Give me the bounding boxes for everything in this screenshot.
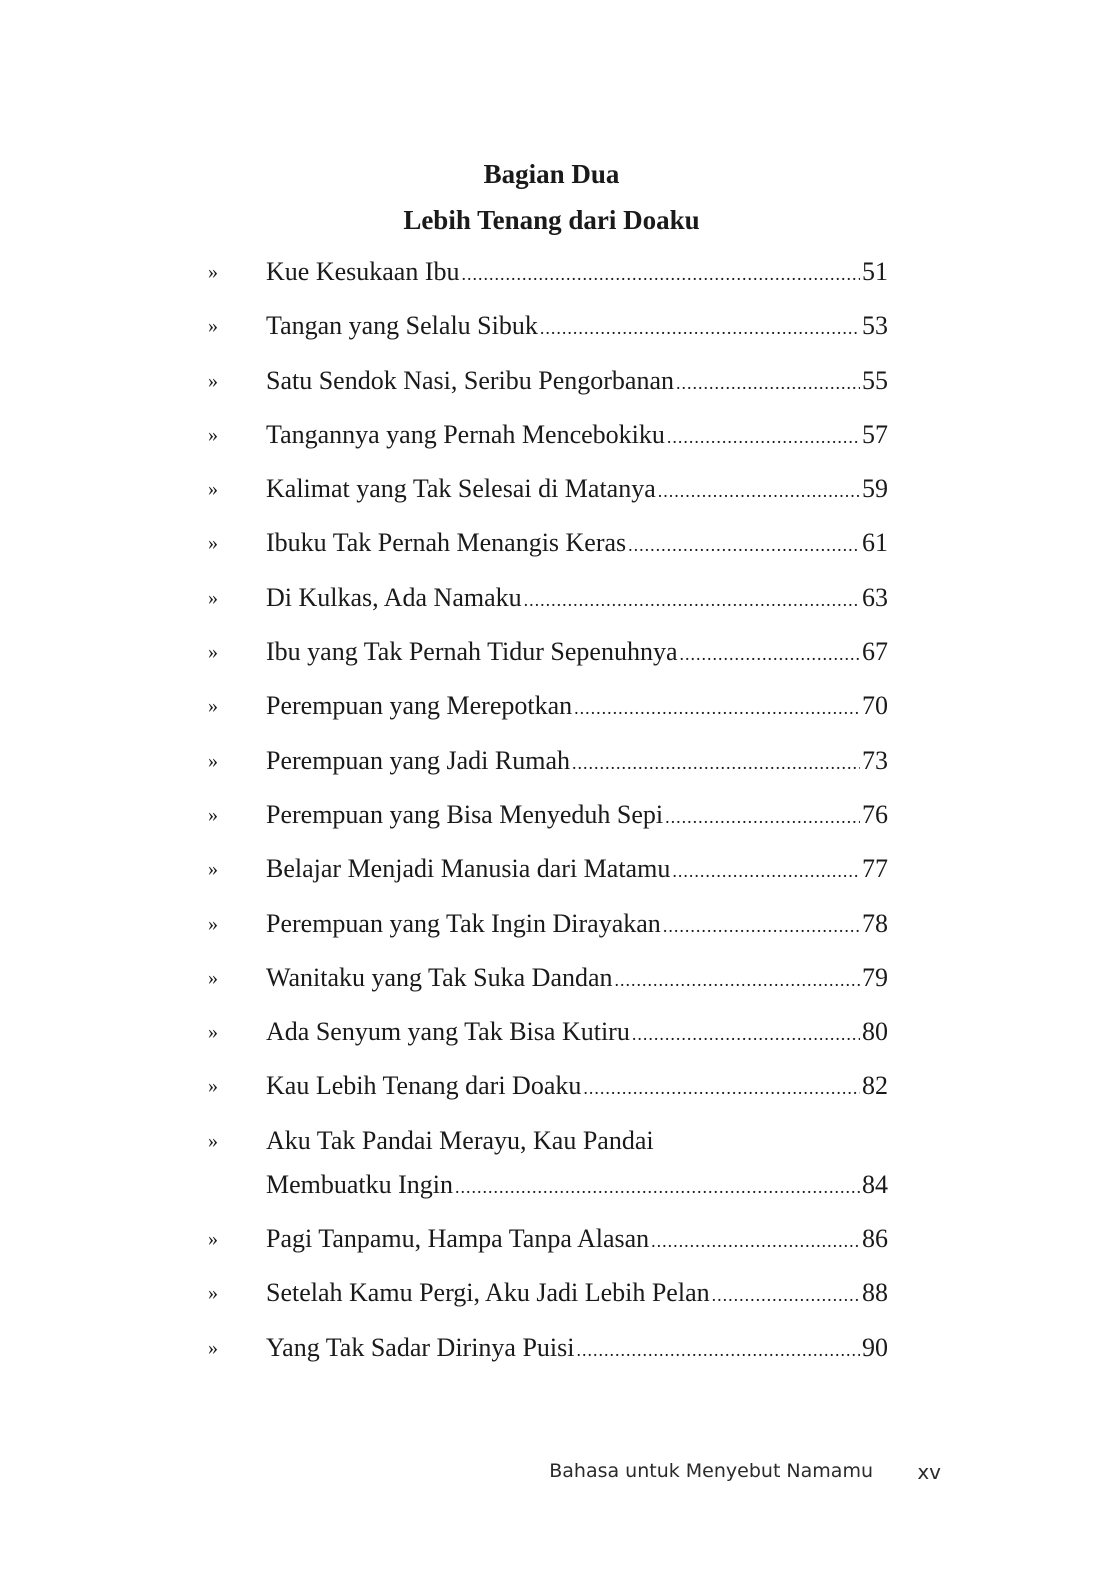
toc-entry-page: 86 (862, 1224, 888, 1254)
toc-entry-title: Kau Lebih Tenang dari Doaku (266, 1071, 582, 1101)
toc-entry[interactable] (208, 630, 888, 676)
dot-leader (680, 632, 861, 676)
toc-entry-title: Tangannya yang Pernah Mencebokiku (266, 419, 665, 449)
toc-entry-body (266, 304, 888, 350)
toc-entry-body (266, 684, 888, 730)
part-label: Bagian Dua (483, 159, 620, 189)
toc-entry-title: Di Kulkas, Ada Namaku (266, 582, 522, 612)
bullet-marker-icon: » (208, 1282, 218, 1305)
toc-entry[interactable] (208, 359, 888, 405)
dot-leader (462, 252, 861, 296)
toc-entry[interactable] (208, 1217, 888, 1263)
bullet-marker-icon: » (208, 749, 218, 772)
toc-entry-page: 67 (862, 637, 888, 667)
toc-entry-page: 51 (862, 257, 888, 286)
section-heading (0, 154, 1103, 240)
toc-entry-body (266, 1010, 888, 1056)
dot-leader (455, 1165, 860, 1209)
toc-entry[interactable] (208, 1326, 888, 1372)
dot-leader (712, 1273, 860, 1317)
toc-entry-body (266, 413, 888, 459)
toc-entry-line (266, 902, 888, 948)
toc-entry[interactable] (208, 684, 888, 730)
part-title: Lebih Tenang dari Doaku (403, 205, 700, 235)
toc-entry-body (266, 576, 888, 622)
toc-entry-page: 80 (862, 1017, 888, 1047)
bullet-marker-icon: » (208, 1228, 218, 1251)
toc-entry-title: Perempuan yang Merepotkan (266, 691, 573, 721)
toc-entry-line (266, 576, 888, 622)
toc-entry[interactable] (208, 413, 888, 459)
bullet-marker-icon: » (208, 912, 218, 935)
page-footer (0, 1460, 1103, 1490)
toc-entry-title-line1: Aku Tak Pandai Merayu, Kau Pandai (266, 1125, 654, 1155)
toc-entry[interactable] (208, 739, 888, 785)
toc-entry-line (266, 1163, 888, 1209)
dot-leader (524, 578, 860, 622)
toc-entry-line (266, 847, 888, 893)
toc-entry[interactable] (208, 304, 888, 350)
dot-leader (658, 469, 860, 513)
toc-entry[interactable] (208, 847, 888, 893)
toc-entry-line (266, 684, 888, 730)
toc-entry-body (266, 1217, 888, 1263)
bullet-marker-icon: » (208, 858, 218, 881)
bullet-marker-icon: » (208, 532, 218, 555)
toc-entry-page: 79 (862, 962, 888, 992)
dot-leader (676, 361, 860, 405)
toc-entry-line (266, 250, 888, 296)
toc-entry-line (266, 521, 888, 567)
toc-entry-line (266, 1217, 888, 1263)
toc-entry-line (266, 793, 888, 839)
toc-entry-title: Perempuan yang Bisa Menyeduh Sepi (266, 799, 664, 829)
toc-entry[interactable] (208, 1271, 888, 1317)
bullet-marker-icon: » (208, 586, 218, 609)
toc-entry-page: 59 (862, 474, 888, 504)
toc-entry-line (266, 359, 888, 405)
toc-entry-page: 53 (862, 311, 888, 341)
toc-entry[interactable] (208, 956, 888, 1002)
toc-entry-title: Satu Sendok Nasi, Seribu Pengorbanan (266, 365, 675, 395)
toc-entry-page: 77 (862, 854, 888, 884)
toc-entry-title: Perempuan yang Tak Ingin Dirayakan (266, 908, 661, 938)
toc-entry-body (266, 793, 888, 839)
toc-entry-title: Kue Kesukaan Ibu (266, 257, 460, 286)
toc-entry-page: 57 (862, 419, 888, 449)
dot-leader (632, 1012, 860, 1056)
bullet-marker-icon: » (208, 695, 218, 718)
toc-entry-title: Kalimat yang Tak Selesai di Matanya (266, 474, 656, 504)
toc-entry-body (266, 956, 888, 1002)
toc-entry-body (266, 847, 888, 893)
page-number: xv (917, 1460, 941, 1484)
toc-entry-page: 90 (862, 1332, 888, 1362)
bullet-marker-icon: » (208, 315, 218, 338)
bullet-marker-icon: » (208, 261, 218, 283)
dot-leader (583, 1066, 860, 1110)
toc-entry-line (266, 1064, 888, 1110)
toc-entry-page: 88 (862, 1278, 888, 1308)
dot-leader (667, 415, 860, 459)
toc-entry-body (266, 1326, 888, 1372)
toc-entry-title: Ibuku Tak Pernah Menangis Keras (266, 528, 627, 558)
dot-leader (615, 958, 860, 1002)
toc-entry[interactable] (208, 1119, 888, 1209)
toc-entry-page: 70 (862, 691, 888, 721)
toc-entry-line (266, 1326, 888, 1372)
toc-entry-body (266, 521, 888, 567)
toc-entry-body (266, 630, 888, 676)
toc-entry-line (266, 1271, 888, 1317)
toc-entry-title: Ada Senyum yang Tak Bisa Kutiru (266, 1017, 630, 1047)
toc-entry-body (266, 1271, 888, 1317)
toc-entry-line (266, 304, 888, 350)
toc-entry-page: 61 (862, 528, 888, 558)
toc-entry-body (266, 1119, 888, 1209)
toc-entry[interactable] (208, 1010, 888, 1056)
bullet-marker-icon: » (208, 1021, 218, 1044)
toc-entry-title: Ibu yang Tak Pernah Tidur Sepenuhnya (266, 637, 678, 667)
dot-leader (672, 849, 860, 893)
bullet-marker-icon: » (208, 641, 218, 664)
toc-entry-line (266, 413, 888, 459)
toc-entry-page: 76 (862, 799, 888, 829)
dot-leader (574, 686, 860, 730)
toc-entry-body (266, 739, 888, 785)
toc-entry-title: Membuatku Ingin (266, 1169, 454, 1199)
toc-entry-page: 78 (862, 908, 888, 938)
bullet-marker-icon: » (208, 966, 218, 989)
toc-entry-line (266, 630, 888, 676)
bullet-marker-icon: » (208, 478, 218, 501)
toc-entry-page: 84 (862, 1169, 888, 1199)
bullet-marker-icon: » (208, 803, 218, 826)
toc-entry[interactable] (208, 1064, 888, 1110)
toc-entry-body (266, 1064, 888, 1110)
toc-entry-page: 82 (862, 1071, 888, 1101)
bullet-marker-icon: » (208, 1075, 218, 1098)
dot-leader (577, 1328, 861, 1372)
dot-leader (663, 904, 860, 948)
toc-entry-title: Belajar Menjadi Manusia dari Matamu (266, 854, 671, 884)
bullet-marker-icon: » (208, 1129, 218, 1152)
toc-entry-title: Yang Tak Sadar Dirinya Puisi (266, 1332, 575, 1362)
toc-entry[interactable] (208, 902, 888, 948)
toc-entry-line (266, 739, 888, 785)
dot-leader (651, 1219, 860, 1263)
toc-entry-title: Wanitaku yang Tak Suka Dandan (266, 962, 613, 992)
toc-entry-title: Perempuan yang Jadi Rumah (266, 745, 570, 775)
toc-entry-line (266, 1010, 888, 1056)
toc-entry[interactable] (208, 793, 888, 839)
dot-leader (572, 741, 860, 785)
bullet-marker-icon: » (208, 423, 218, 446)
dot-leader (628, 523, 860, 567)
bullet-marker-icon: » (208, 369, 218, 392)
toc-entry-line (266, 467, 888, 513)
toc-entry[interactable] (208, 250, 888, 296)
dot-leader (665, 795, 860, 839)
toc-entry-body (266, 467, 888, 513)
toc-entry-title: Tangan yang Selalu Sibuk (266, 311, 538, 341)
toc-entry[interactable] (208, 467, 888, 513)
toc-entry[interactable] (208, 521, 888, 567)
dot-leader (540, 306, 860, 350)
toc-entry-page: 63 (862, 582, 888, 612)
toc-entry-title: Pagi Tanpamu, Hampa Tanpa Alasan (266, 1224, 650, 1254)
table-of-contents (208, 250, 888, 1380)
bullet-marker-icon: » (208, 1336, 218, 1359)
toc-entry-body (266, 902, 888, 948)
toc-entry[interactable] (208, 576, 888, 622)
toc-entry-title: Setelah Kamu Pergi, Aku Jadi Lebih Pelan (266, 1278, 710, 1308)
toc-entry-body (266, 359, 888, 405)
toc-entry-page: 55 (862, 365, 888, 395)
toc-entry-body (266, 250, 888, 296)
toc-entry-page: 73 (862, 745, 888, 775)
running-title: Bahasa untuk Menyebut Namamu (549, 1460, 873, 1482)
toc-entry-line (266, 956, 888, 1002)
